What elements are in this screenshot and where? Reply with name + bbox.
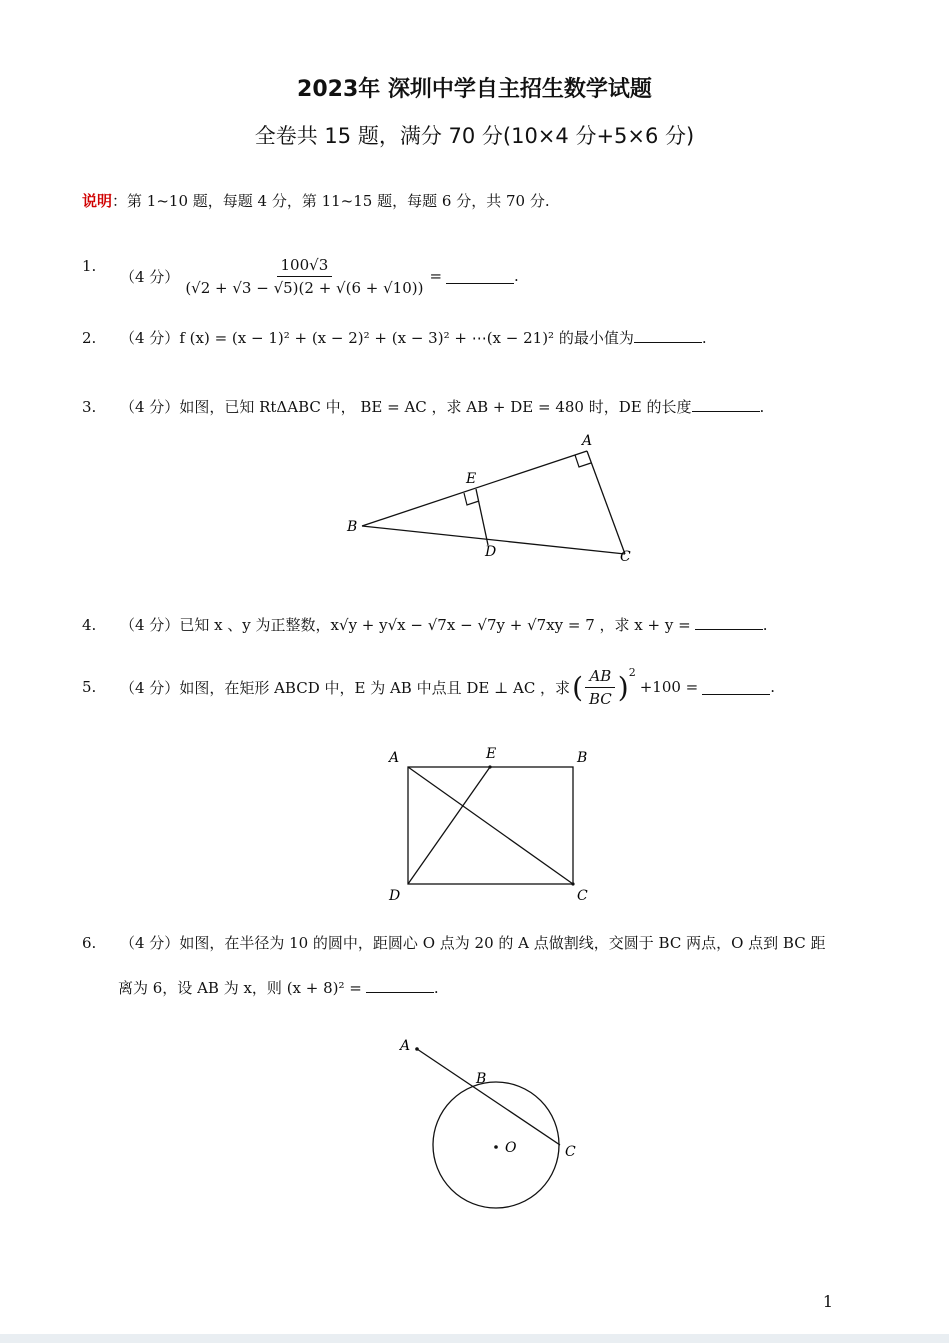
q4-score: （4 分） — [120, 616, 180, 634]
q5-number: 5. — [82, 678, 97, 696]
q5-score: （4 分） — [120, 678, 180, 697]
figure-circle-secant — [390, 1030, 590, 1220]
fig3-label-b: B — [347, 519, 358, 535]
q5-frac-den: BC — [589, 689, 612, 708]
question-1 — [120, 246, 519, 306]
instructions-text: ：第 1~10 题，每题 4 分，第 11~15 题，每题 6 分，共 70 分. — [112, 192, 550, 210]
q1-end: . — [514, 267, 519, 285]
q3-score: （4 分） — [120, 398, 180, 416]
q3-answer-blank[interactable] — [692, 397, 760, 412]
question-2 — [120, 327, 707, 348]
fig3-label-a: A — [582, 433, 593, 449]
q5-answer-blank[interactable] — [702, 680, 770, 695]
question-6-line-2 — [118, 977, 439, 998]
fig6-label-b: B — [476, 1071, 487, 1087]
instructions-label: 说明 — [82, 192, 113, 210]
figure-triangle-abc — [340, 430, 640, 570]
instructions — [82, 190, 550, 211]
q1-score: （4 分） — [120, 267, 180, 286]
q6-score: （4 分） — [120, 934, 180, 952]
q5-right-paren: ) — [617, 670, 629, 704]
q3-number: 3. — [82, 398, 97, 416]
q6-number: 6. — [82, 934, 97, 952]
q2-number: 2. — [82, 329, 97, 347]
q2-score: （4 分） — [120, 329, 180, 347]
fig5-label-b: B — [577, 750, 588, 766]
q2-text: f (x) = (x − 1)² + (x − 2)² + (x − 3)² + ⋯(x − 21)² 的最小值为 — [179, 329, 634, 347]
fig3-label-d: D — [485, 544, 497, 560]
q6-answer-blank[interactable] — [366, 978, 434, 993]
q2-end: . — [701, 329, 707, 347]
figure-rectangle-abcd — [380, 740, 600, 910]
q1-denominator: (√2 + √3 − √5)(2 + √(6 + √10)) — [185, 278, 424, 297]
q2-answer-blank[interactable] — [634, 328, 702, 343]
fig6-label-c: C — [565, 1144, 576, 1160]
q1-fraction — [181, 256, 427, 297]
q1-answer-blank[interactable] — [446, 269, 514, 284]
fig5-label-e: E — [486, 746, 497, 762]
fig5-label-a: A — [389, 750, 400, 766]
page-number: 1 — [822, 1292, 833, 1311]
fig3-label-e: E — [466, 471, 477, 487]
question-3 — [120, 396, 764, 417]
q1-numerator: 100√3 — [277, 256, 333, 277]
page-bottom-edge — [0, 1334, 949, 1343]
q4-text: 已知 x 、y 为正整数，x√y + y√x − √7x − √7y + √7xy = 7 ，求 x + y = — [179, 616, 691, 634]
fig6-label-o: O — [505, 1140, 517, 1156]
question-5 — [120, 662, 775, 712]
q5-left-paren: ( — [572, 670, 583, 704]
question-6-line-1 — [120, 932, 825, 953]
q4-end: . — [762, 616, 768, 634]
q5-exponent: 2 — [628, 666, 636, 679]
q5-text-b: +100 = — [639, 678, 699, 696]
exam-subtitle: 全卷共 15 题，满分 70 分(10×4 分+5×6 分) — [254, 124, 695, 148]
q5-fraction — [585, 667, 616, 708]
fig5-label-c: C — [577, 888, 588, 904]
q6-text-a: 如图，在半径为 10 的圆中，距圆心 O 点为 20 的 A 点做割线，交圆于 BC 两点，O 点到 BC 距 — [179, 934, 826, 952]
fig5-label-d: D — [389, 888, 401, 904]
exam-title: 2023年 深圳中学自主招生数学试题 — [297, 77, 652, 102]
q6-text-b: 离为 6，设 AB 为 x，则 (x + 8)² = — [118, 979, 362, 997]
q4-number: 4. — [82, 616, 97, 634]
q5-end: . — [770, 678, 776, 696]
q5-text-a: 如图，在矩形 ABCD 中，E 为 AB 中点且 DE ⊥ AC ，求 — [179, 678, 571, 697]
q6-end: . — [433, 979, 439, 997]
q1-number: 1. — [82, 257, 97, 275]
fig6-label-a: A — [400, 1038, 411, 1054]
question-4 — [120, 614, 767, 635]
fig3-label-c: C — [620, 549, 631, 565]
q3-text: 如图，已知 RtΔABC 中， BE = AC ，求 AB + DE = 480 时，DE 的长度 — [179, 398, 692, 416]
q5-frac-num: AB — [585, 667, 615, 688]
q4-answer-blank[interactable] — [695, 615, 763, 630]
q1-equals: = — [429, 267, 443, 285]
q3-end: . — [759, 398, 765, 416]
